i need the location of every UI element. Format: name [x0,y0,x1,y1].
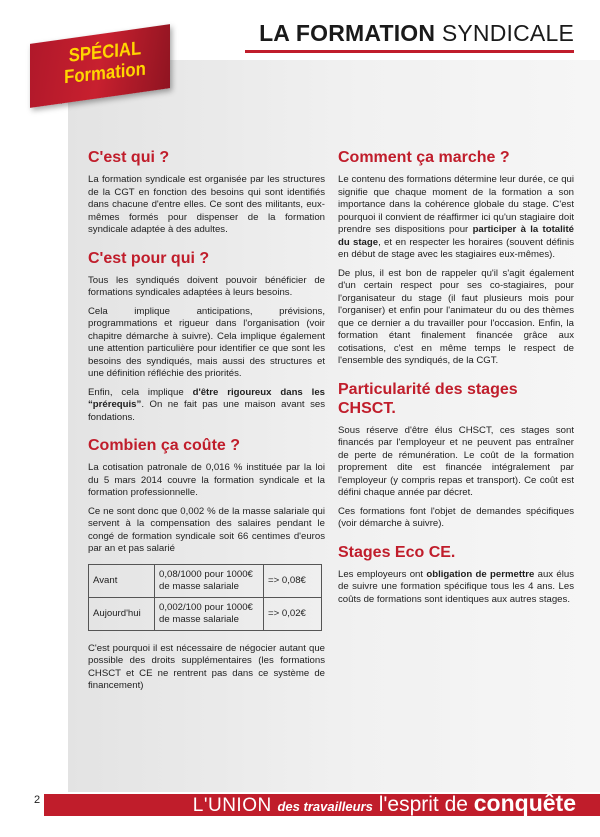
cost-table [88,564,322,631]
paragraph: Tous les syndiqués doivent pouvoir bénéficier de formations syndicales adaptées à leurs besoins. [88,274,325,298]
text-run: Le contenu des formations détermine leur durée, ce qui signifie que chaque moment de la formation a son importance dans la cohérence globale du stage. C'est pourquoi il convient de réaffirmer ici qu'un stagiaire doit prendre ses dispositions pour [338,174,574,235]
section-heading: Combien ça coûte ? [88,437,241,454]
paragraph: Sous réserve d'être élus CHSCT, ces stages sont financés par l'employeur et ne peuvent pas entraîner de perte de rémunération. Le coût de la formation proprement dite est financée intégralement par l'employeur (y compris repas et transport). Ce coût est défini chaque année par décret. [338,424,574,498]
section-eco-ce [338,543,574,607]
emphasis: obligation de permettre [426,568,535,580]
page-title-bold: LA FORMATION [259,20,436,46]
section-chsct [338,380,574,531]
ribbon-line-2: Formation [64,58,146,89]
ribbon-line-1: SPÉCIAL [68,38,142,67]
page-title [259,22,574,45]
section-cest-pour-qui [88,249,325,425]
paragraph: Cela implique anticipations, prévisions, programmations et rigueur dans l'organisation (voir chapitre démarche à suivre). Cela implique également une attention particulière pour identifier ce que sont les besoins des syndiqués, mais aussi des structures et une définition réfléchie des priorités. [88,305,325,379]
left-column [88,148,325,705]
paragraph: Ces formations font l'objet de demandes spécifiques (voir démarche à suivre). [338,505,574,529]
paragraph: C'est pourquoi il est nécessaire de négocier autant que possible des droits supplémentaires (les formations CHSCT et CE ne rentrent pas dans ce système de financement) [88,642,325,691]
text-run: Les employeurs ont [338,568,427,580]
section-heading: Comment ça marche ? [338,149,510,166]
text-run: Enfin, cela implique [88,386,193,398]
footer-union: L'UNION [192,795,278,816]
table-cell: Aujourd'hui [89,597,155,630]
footer-travailleurs: des travailleurs [277,799,373,814]
right-column [338,148,574,618]
table-cell: Avant [89,564,155,597]
emphasis: d'être rigoureux dans les “prérequis” [88,386,325,410]
paragraph [338,569,574,607]
footer-conquete: conquête [473,790,576,816]
table-cell: => 0,08€ [264,564,322,597]
section-heading: Particularité des stages CHSCT. [338,380,518,417]
paragraph [338,174,574,262]
section-heading: C'est pour qui ? [88,249,210,267]
footer-esprit: l'esprit de [372,793,474,816]
footer-slogan [193,790,576,820]
page-title-regular: SYNDICALE [441,20,574,46]
section-comment-ca-marche [338,148,574,368]
section-combien-ca-coute [88,436,325,693]
section-cest-qui [88,148,325,237]
table-cell: 0,08/1000 pour 1000€ de masse salariale [155,564,264,597]
text-run: , et en respecter les horaires (souvent définis en début de stage avec les stagiaires eux-mêmes). [338,236,574,260]
page-number: 2 [34,794,41,806]
paragraph: Ce ne sont donc que 0,002 % de la masse salariale qui servent à la compensation des salaires pendant le congé de formation syndicale soit 66 centimes d'euros par an et pas salarié [88,505,325,554]
text-run: aux élus de suivre une formation spécifique tous les 4 ans. Les coûts de formations sont identiques aux autres stages. [338,568,574,605]
paragraph [88,387,325,425]
section-heading: C'est qui ? [88,149,170,166]
table-row [89,597,322,630]
title-underline [245,50,574,53]
table-cell: 0,002/100 pour 1000€ de masse salariale [155,597,264,630]
text-run: . On ne fait pas une maison avant ses fondations. [88,399,325,423]
paragraph: La cotisation patronale de 0,016 % instituée par la loi du 5 mars 2014 couvre la formation syndicale et la formation professionnelle. [88,462,325,498]
table-row [89,564,322,597]
section-heading: Stages Eco CE. [338,543,456,561]
paragraph: De plus, il est bon de rappeler qu'il s'agit également d'un certain respect pour ses co-stagiaires, pour l'organisateur du stage (il faut plusieurs mois pour l'organiser) et enfin pour l'animateur du ou des thèmes que ce dernier a du travailler pour l'occasion. Enfin, la formation étant finalement financée grâce aux cotisations, c'est en même temps le respect de l'ensemble des syndiqués, de la CGT. [338,267,574,366]
table-cell: => 0,02€ [264,597,322,630]
paragraph: La formation syndicale est organisée par les structures de la CGT en fonction des besoins qui sont identifiés dans chacune d'entre elles. Ce sont des militants, eux-mêmes formés pour dispenser de la formation syndicale adaptée à des adultes. [88,174,325,235]
emphasis: participer à la totalité du stage [338,224,574,248]
